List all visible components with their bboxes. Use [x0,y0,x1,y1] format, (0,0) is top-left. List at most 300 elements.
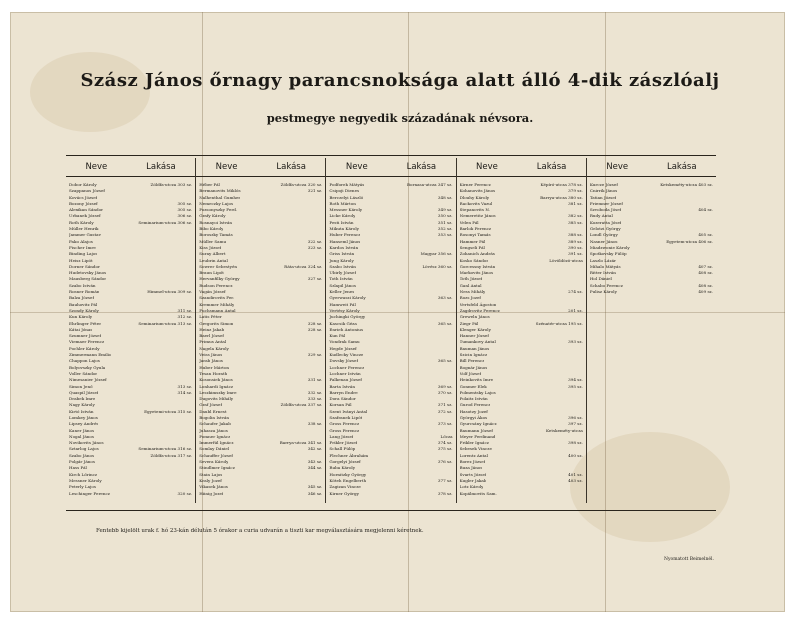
member-name: Immerfül Ignácz [199,440,234,446]
footer-note: Fentebb kijelölt urak f. hó 23-kán délután 5 órakor a curia udvarán a tiszti kar megválasztására megjelenni kéretnek. [96,528,424,534]
member-address: 365 sz. [437,358,453,364]
member-name: Schabo Ferencz [589,282,623,288]
member-name: Chappon Lajos [69,358,100,364]
member-name: Tesan Horath [199,370,228,376]
column-header [66,158,195,177]
member-name: Frikler Ignácz [459,440,489,446]
member-address: 352 sz. [437,226,453,232]
member-name: Hamweit Pál [329,301,356,307]
member-name: Szlapil János [329,282,356,288]
member-address: 322 sz. [307,238,323,244]
printer-note: Nyomatott Beimelnél. [664,557,714,562]
member-name: Müller Samu [199,238,227,244]
member-name: Licke Károly [329,213,356,219]
member-name: Markovits János [459,270,494,276]
member-address: Magyar 356 sz. [420,251,453,257]
member-name: Primus Antal [199,339,227,345]
member-name: Szabo István [329,263,356,269]
member-name: Kiss József [199,244,222,250]
member-address: 333 sz. [307,396,323,402]
member-name: Pochler Károly [69,345,100,351]
member-address: 397 sz. [568,421,583,427]
member-name: Kosko Sándor [459,257,489,263]
roster-rows [457,182,586,497]
member-name: Dugovits Mihály [199,396,234,402]
member-address: 394 sz. [568,377,583,383]
member-name: Lotz Károly [459,484,484,490]
member-name: Lomkey János [69,414,98,420]
member-name: Ganl Antal [459,282,482,288]
member-address: 391 sz. [568,251,583,257]
member-name: Rudy Antal [589,213,613,219]
member-name: Baumann József [459,427,493,433]
member-address: 305 sz. [177,200,193,206]
member-name: Schaufer Jakab [199,421,231,427]
member-address: Zöldfa-utcza 303 sz. [150,182,193,187]
member-name: Polaitz István [459,396,488,402]
member-name: Grafy Károly [199,213,226,219]
member-name: Nalhenthal Gumher [199,194,241,200]
member-name: Szicin Ignácz [459,352,488,358]
member-name: Svarts József [459,471,487,477]
member-name: Schauffer József [199,452,233,458]
member-address: 371 sz. [437,402,453,408]
member-name: Fischer Imre [69,244,96,250]
member-name: Korsan Pál [329,402,352,408]
member-address: 407 sz. [698,263,714,269]
member-name: Ehrlinger Péter [69,320,102,326]
member-address: 365 sz. [437,320,453,326]
member-address: 381 sz. [568,200,583,206]
member-address: Barrya-utcza 341 sz. [279,440,323,446]
member-name: Hudetovsky János [69,270,107,276]
roster-rows [66,182,195,497]
member-name: Heisz Lipót [69,257,93,263]
member-name: Hiinig Jozef [199,490,224,496]
member-name: Szafranek Lipót [329,414,363,420]
member-name: Polmentsky Lajos [459,389,496,395]
member-name: Voller Sándor [69,370,98,376]
member-address: 400 sz. [568,452,583,458]
roster-row [460,491,583,497]
member-address: 314 sz. [177,389,193,395]
member-name: Bermanovits Miklós [199,188,241,194]
member-address: 323 sz. [307,244,323,250]
member-address: 338 sz. [307,421,323,427]
member-name: Kun Károly [69,314,93,320]
member-name: Roth Károly [69,219,94,225]
member-name: Meyer Ferdinand [459,433,496,439]
member-address: 379 sz. [568,188,583,194]
member-name: Lochner Ferencz [329,364,365,370]
member-name: Györgyi Ákos [459,414,488,420]
member-address: 353 sz. [437,232,453,238]
member-name: Gonmer Elek [459,383,487,389]
member-name: Gorcessny István [459,263,496,269]
member-name: Pesti István [329,219,354,225]
roster-row [590,289,713,295]
member-name: Bibo Károly [199,226,224,232]
header-address: Lakása [276,162,306,172]
member-name: Dora Sándor [329,396,356,402]
member-name: Lonhardi Ignácz [199,383,234,389]
member-name: Bauman János [459,345,490,351]
member-name: Szappanos József [69,188,105,194]
member-address: 390 sz. [568,244,583,250]
member-address: Himmel-utcza 309 sz. [147,289,193,295]
member-name: Juchingki György [329,314,366,320]
member-name: Binding Lajos [69,251,98,257]
member-address: 401 sz. [568,471,583,477]
header-address: Lakása [146,162,176,172]
member-name: Hervanfilky György [199,276,240,282]
member-address: Szénatér-utcza 195 sz. [535,320,583,326]
member-name: Jarab János [199,358,223,364]
member-name: Stepanovits N. [459,207,490,213]
member-name: Szent Iványi Antal [329,408,368,414]
member-name: Lorentz Antal [459,452,488,458]
member-name: Gyerwaszi Károly [329,295,366,301]
member-address: 403 sz. [568,477,583,483]
member-name: Borez József [459,459,486,465]
member-name: Frikler József [329,440,358,446]
roster-rows [587,182,716,295]
member-address: 345 sz. [307,484,323,490]
member-name: Huber Márton [199,364,230,370]
member-name: Kugler Jakab [459,477,487,483]
member-name: Suray Albert [199,251,226,257]
member-address: 363 sz. [437,295,453,301]
member-name: Vagán József [199,289,226,295]
header-address: Lakása [406,162,437,172]
member-name: Sengseli Pál [459,244,485,250]
member-address: 398 sz. [568,440,583,446]
member-address: Zöldfa-utcza 320 sz. [280,182,323,187]
member-name: Héber Pál [199,182,220,187]
member-address: 370 sz. [437,389,453,395]
member-address: 388 sz. [568,232,583,238]
member-name: Fako Alajos [69,238,93,244]
member-name: Kátai Jónas [69,326,93,332]
member-name: Simon Jenő [69,383,93,389]
member-name: Köteh Engelberth [329,477,367,483]
member-name: Szondy Károly [69,307,99,313]
member-name: Szvoboda Jósef [589,207,622,213]
member-name: Gurod Ferencz [459,402,491,408]
roster-row [69,491,192,497]
roster-column [587,158,716,503]
member-name: Greweln János [459,314,490,320]
member-name: Pulisz Károly [589,289,617,295]
member-name: Bauhovitz Pál [69,301,98,307]
member-address: 404 sz. [698,207,714,213]
member-name: Roth Márton [329,200,356,206]
member-address: 331 sz. [307,377,323,383]
member-name: Kovács József [69,194,98,200]
member-name: Urbanek József [69,213,101,219]
member-name: Zagizan Vincze [329,484,361,490]
member-name: Somlay Dániel [199,446,230,452]
member-name: Pomner Ignácz [199,433,231,439]
member-name: Kremmer Mihály [199,301,235,307]
member-name: Kirner Ferencz [459,182,491,187]
member-name: Szabo István [69,282,96,288]
member-address: Seminarium-utcza 313 sz. [138,320,193,326]
member-name: Hasotzy Jozef [459,408,488,414]
member-address: 311 sz. [177,307,193,313]
member-name: Kosonsiek János [199,377,233,383]
member-name: Ritter István [589,270,616,276]
member-address: Ráta-utcza 324 sz. [284,263,323,269]
member-name: Rosnayoi István [199,219,233,225]
member-address: Zöldfa-utcza 317 sz. [150,452,193,458]
member-name: Ness Mihály [459,289,486,295]
member-name: Kascsik Géza [329,320,357,326]
header-name: Neve [476,162,498,172]
member-name: Gregorits Simon [199,320,234,326]
member-address: 312 sz. [177,314,193,320]
member-name: Stain Lajos [199,471,223,477]
member-address: 409 sz. [698,289,714,295]
member-address: 349 sz. [437,207,453,213]
member-name: Schall Fülöp [329,446,356,452]
member-name: Kaner János [69,427,95,433]
member-address: Ketskeméty-utcza [545,427,583,433]
member-name: Lang József [329,433,354,439]
member-name: Heinz Jakab [199,326,225,332]
member-name: Leszkimszky Imre [199,389,237,395]
member-name: Kudlecky Vincze [329,352,364,358]
member-address: 348 sz. [437,194,453,200]
member-name: Heinkovits Imre [459,377,494,383]
member-name: Rozs Jozef [459,295,481,301]
member-address: 328 sz. [307,326,323,332]
roster-row [329,491,452,497]
member-name: Nemeretitz János [459,213,496,219]
member-name: Baerl József [199,333,224,339]
member-address: 408 sz. [698,282,714,288]
member-address: 321 sz. [307,188,323,194]
member-name: Daubl Ernest [199,408,227,414]
member-name: Nagela Károly [199,345,229,351]
member-address: 382 sz. [568,213,583,219]
member-name: Nogal János [69,433,95,439]
member-address: Képíró-utcza 378 sz. [540,182,583,187]
member-address: 274 sz. [568,289,583,295]
member-name: Kirch Lőrincz [69,471,98,477]
member-name: Gyurcsány Ignácz [459,421,497,427]
header-name: Neve [606,162,629,172]
member-address: 376 sz. [437,459,453,465]
member-name: Podforek Mátyás [329,182,365,187]
member-name: Zohanich András [459,251,495,257]
member-name: Drabek Imre [69,396,96,402]
header-name: Neve [215,162,238,172]
member-name: Gorgelyi József [329,459,361,465]
member-name: Rudson Ferencz [199,282,233,288]
member-address: 342 sz. [307,446,323,452]
member-name: Toth József [459,276,483,282]
member-address: Bornasa-utcza 347 sz. [407,182,453,187]
member-name: Szandirovits Fer. [199,295,235,301]
roster-row [199,491,322,497]
member-name: Nimesanier József [69,377,107,383]
member-name: Kirner György [329,490,359,496]
member-name: Polgár János [69,459,95,465]
member-name: Alexikan Sándor [69,207,104,213]
member-address: 332 sz. [307,389,323,395]
member-address: 396 sz. [568,414,583,420]
member-name: Stindlmer Ignácz [199,465,235,471]
member-name: Gross Ferencz [329,421,360,427]
column-header [457,158,586,177]
roster-column [457,158,587,503]
member-name: Severa Károly [199,459,229,465]
member-address: Lövöldözö-utcza [549,257,583,263]
member-address: 405 sz. [698,232,714,238]
member-name: Londl György [589,232,618,238]
member-address: Zöldfa-utcza 337 sz. [280,402,323,408]
member-address: 351 sz. [437,219,453,225]
member-name: Mausberg Sándor [69,276,107,282]
member-address: Barrya-utcza 380 sz. [540,194,583,200]
member-address: Lövész 360 sz. [422,263,453,269]
member-name: Mikuta Károly [329,226,359,232]
member-name: Boroszky Tamás [199,232,233,238]
member-address: 350 sz. [437,213,453,219]
member-name: Toth István [329,276,353,282]
member-name: Dorner Sándor [69,263,100,269]
member-name: Flechner Ábrahám [329,452,369,458]
member-address: 395 sz. [568,383,583,389]
member-name: Huber Ferencz [329,232,361,238]
member-name: Gross Ferencz [329,427,360,433]
bottom-rule [66,510,716,511]
member-name: Vertsfeld Ágoston [459,301,497,307]
member-address: Egyetem-utcza 406 sz. [666,238,714,244]
member-name: Kirtó István [69,408,94,414]
member-name: Pozsonyszky Ferd. [199,207,238,213]
member-name: Zagdrovitz Ferencz [459,307,500,313]
member-name: Kozeratta Jósef [589,219,622,225]
member-address: 385 sz. [568,219,583,225]
member-name: Nasner János [589,238,618,244]
member-name: Barta István [329,383,355,389]
member-name: Hornitzky György [329,471,367,477]
top-rule [66,155,716,156]
member-name: Barlok Ferencz [459,226,492,232]
roster-column [196,158,326,503]
member-name: Nemeczky Lajos [199,200,234,206]
member-name: Griss István [329,251,355,257]
member-name: Berczelyi László [329,194,364,200]
member-name: Dlouhy Károly [459,194,490,200]
column-header [587,158,716,177]
member-name: Tumankovy Antal [459,339,496,345]
member-address: 378 sz. [437,490,453,496]
member-name: Friemner József [589,200,623,206]
document-subtitle: pestmegye negyedik századának névsora. [266,111,534,125]
member-name: Ziegr Pál [459,320,479,326]
member-name: Szabo János [69,452,95,458]
member-name: Rosner Román [69,289,100,295]
member-name: Graf József [199,402,222,408]
member-name: Gelotzi György [589,226,621,232]
member-name: Kraly Jozef [199,477,222,483]
member-name: Zimmermann Emilio [69,352,112,358]
member-name: Hanseml János [329,238,361,244]
member-address: Ketskeméty-utcza 403 sz. [660,182,714,187]
member-name: Mihalo Mátyás [589,263,621,269]
member-name: Peterly Lajos [69,484,96,490]
member-address: Lőcza [440,433,453,439]
member-name: Bogolin István [199,414,230,420]
member-name: Kardos István [329,244,359,250]
member-address: Seminarium-utcza 316 sz. [138,446,193,452]
member-name: Braun Lipót [199,270,224,276]
member-name: Ubirly József [329,270,356,276]
member-name: Sowrer Sebestyén [199,263,238,269]
member-name: Vondrak Samu [329,339,360,345]
column-header [196,158,325,177]
member-name: Tatian József [589,194,617,200]
member-name: Lipsey Andrés [69,421,99,427]
member-name: Fuchsmann Antal [199,307,236,313]
member-name: Messner Károly [69,477,102,483]
member-name: Bill Ferencz [459,358,485,364]
header-address: Lakása [536,162,567,172]
member-address: 320 sz. [177,490,193,496]
member-address: 305 sz. [177,207,193,213]
member-name: Messner Károly [329,207,363,213]
member-address: Egyetemi-utcza 315 sz. [144,408,193,414]
member-address: 377 sz. [437,477,453,483]
roster-column [326,158,456,503]
member-name: Lochner István [329,370,361,376]
member-name: Csipoji Dienes [329,188,360,194]
member-name: Dobor Károly [69,182,97,187]
member-name: Sebesek Vincze [459,446,492,452]
member-name: Dovsky József [329,358,358,364]
member-name: Bozony József [69,200,98,206]
member-name: Laszlo Lázár [589,257,617,263]
member-name: Szumner József [69,333,102,339]
member-address: 408 sz. [698,270,714,276]
member-name: Falkenau József [329,377,362,383]
member-name: Leubrin Antal [199,257,228,263]
member-name: Barryn Endre [329,389,358,395]
member-name: Hegde József [329,345,357,351]
member-address: 374 sz. [437,440,453,446]
member-name: Novikovits János [69,440,104,446]
member-name: Müller Henrik [69,226,99,232]
member-address: 344 sz. [307,465,323,471]
member-name: Kopálmovits Sam. [459,490,497,496]
header-address: Lakása [666,162,697,172]
member-name: Miadzwonie Károly [589,244,630,250]
member-address: 329 sz. [307,352,323,358]
roster-table [66,158,716,503]
header-name: Neve [85,162,108,172]
member-address: 389 sz. [568,238,583,244]
document-title: Szász János őrnagy parancsnoksága alatt álló 4-dik zászlóalj [80,70,720,91]
member-name: Jung Károly [329,257,354,263]
member-name: Hammer Pál [459,238,486,244]
member-name: Viemaer Ferencz [69,339,105,345]
member-address: 369 sz. [437,383,453,389]
member-name: Veiss János [199,352,223,358]
member-name: Bolyovszky Gyula [69,364,106,370]
